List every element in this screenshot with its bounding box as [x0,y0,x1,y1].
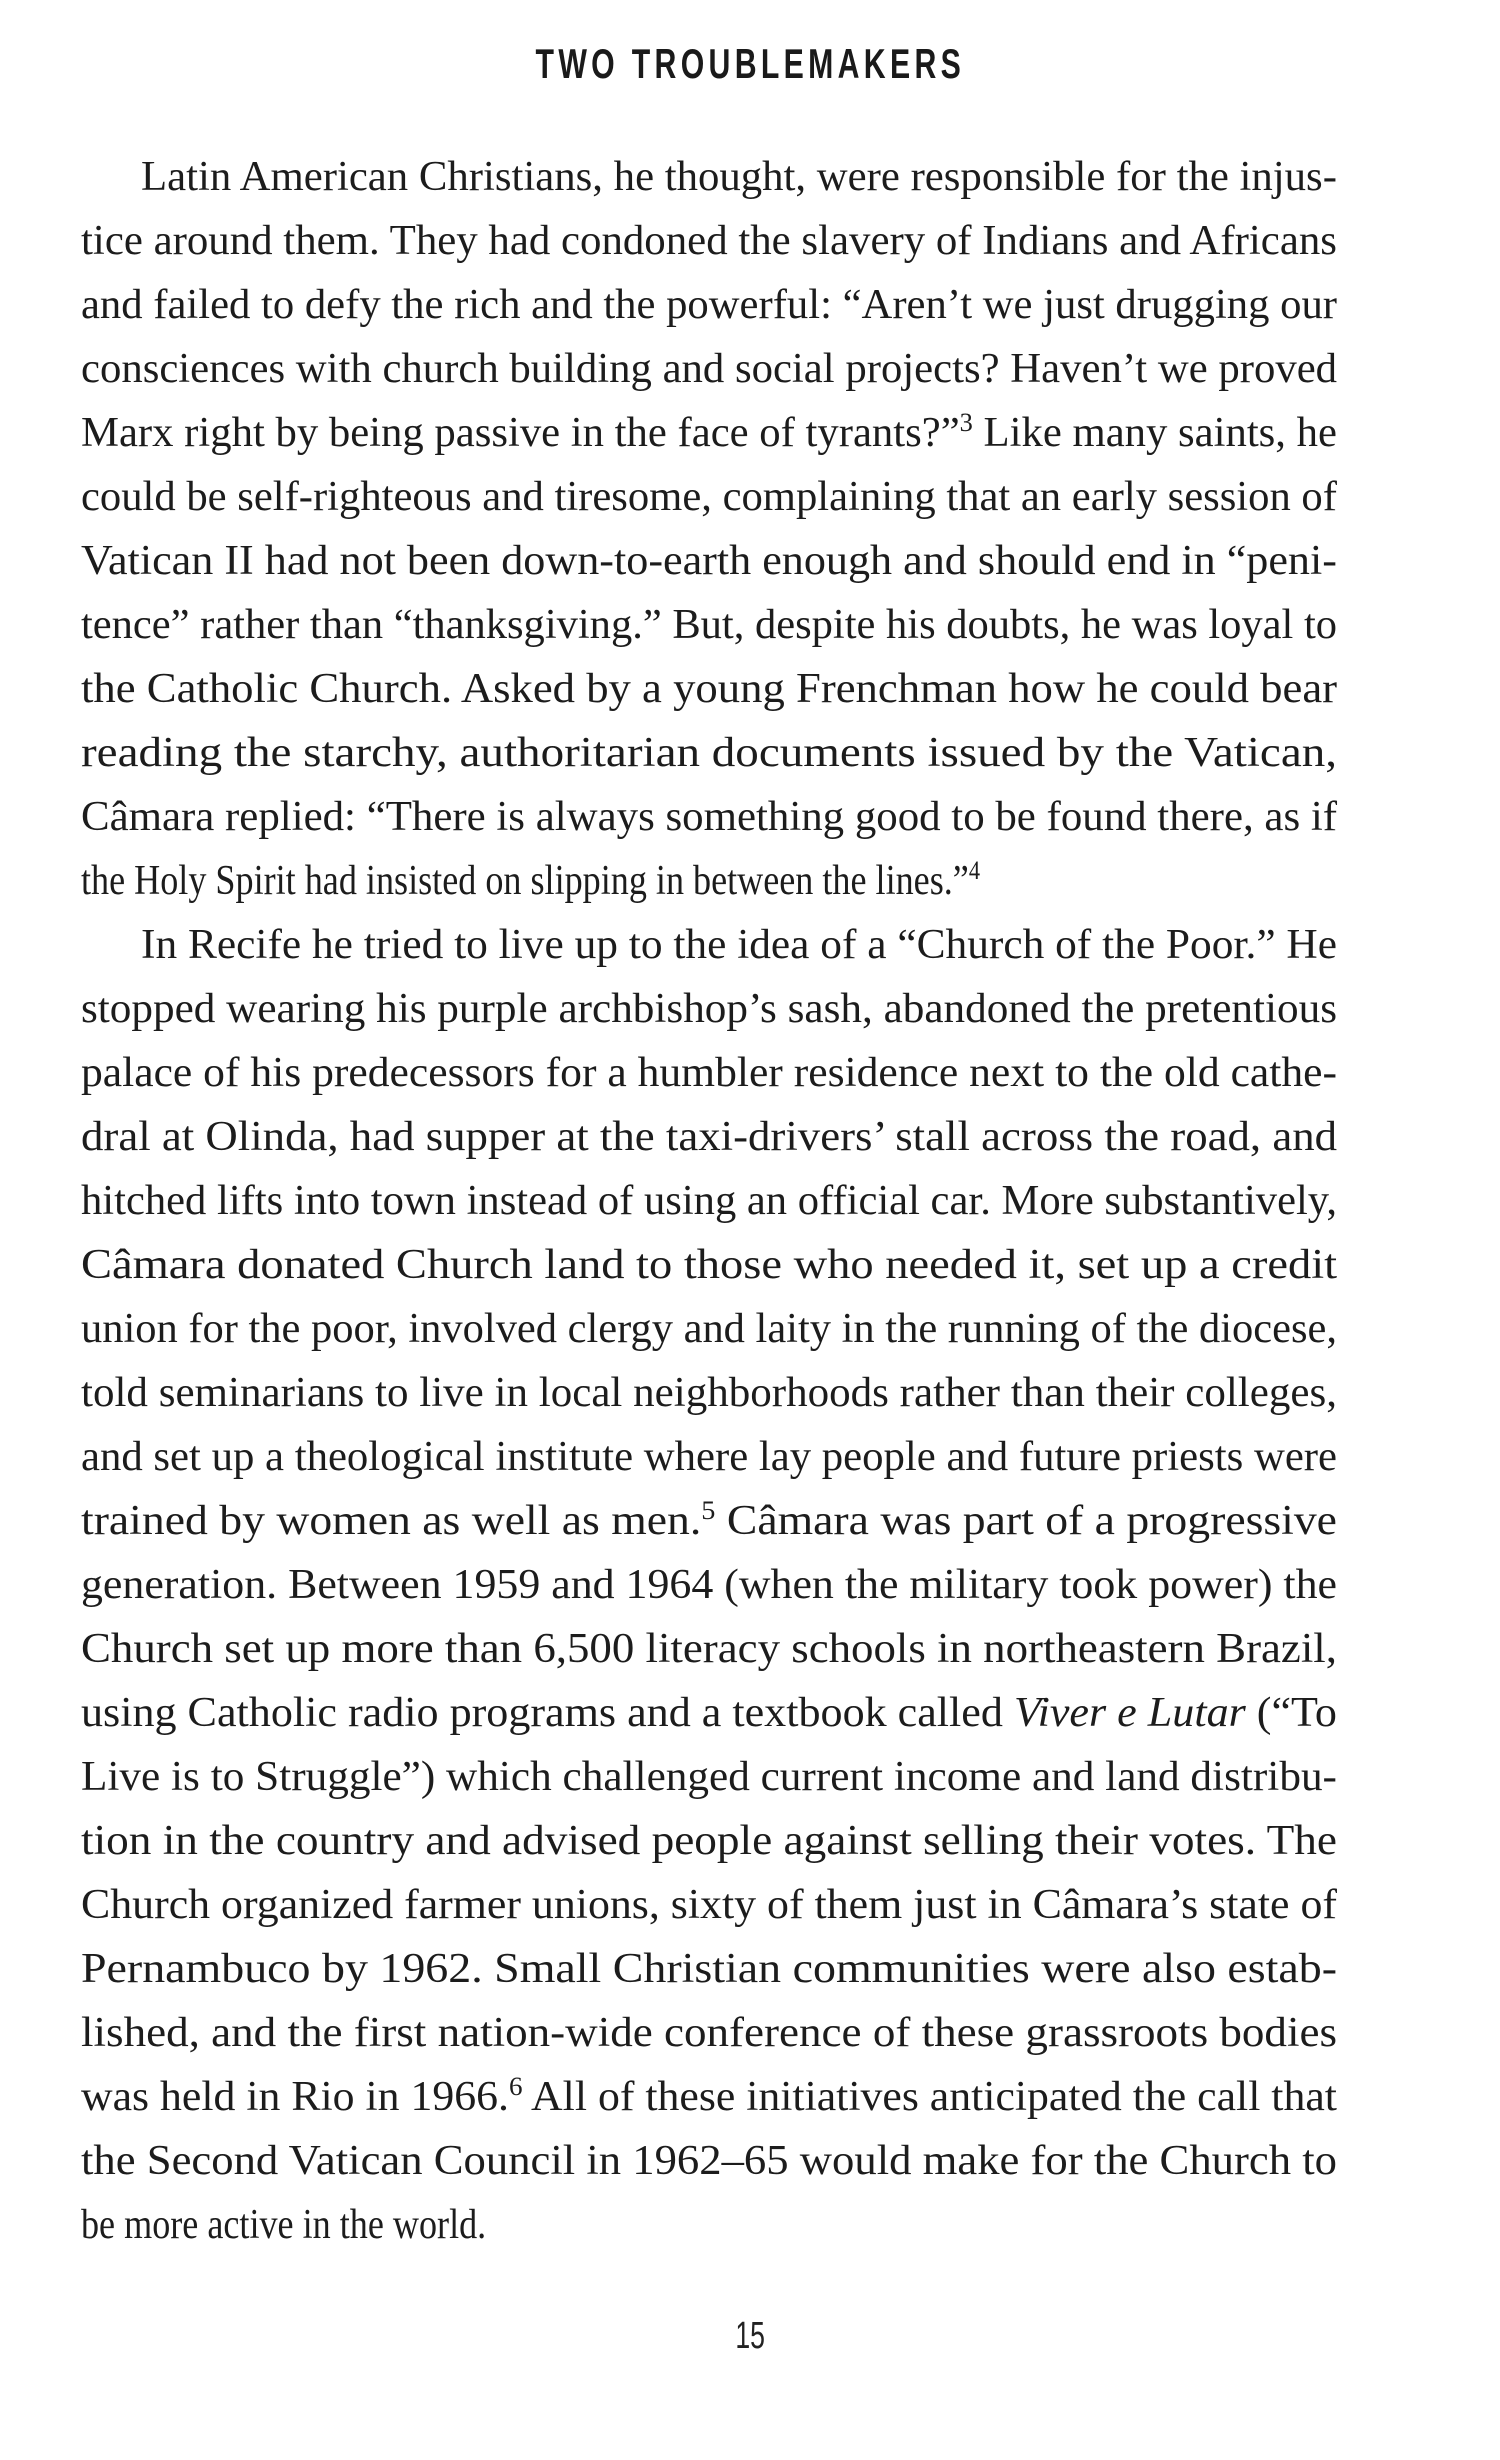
running-head-text: TWO TROUBLEMAKERS [535,40,965,87]
footnote-marker: 3 [959,408,973,437]
text-segment: Church set up more than 6,500 literacy schools in northeastern Brazil, [81,1626,1338,1672]
text-segment: Câmara was part of a progressive [715,1498,1337,1544]
text-line-content [81,657,1337,721]
text-line-content [81,337,1337,401]
footnote-marker: 4 [968,856,981,885]
text-line [81,1553,1337,1617]
text-line-content [81,1425,1337,1489]
text-line-content [81,1489,1337,1553]
text-segment: the Holy Spirit had insisted on slipping in between the lines.” [81,858,969,904]
text-line [81,2001,1337,2065]
text-segment: tence” rather than “thanksgiving.” But, despite his doubts, he was loyal to [81,602,1338,648]
text-line-content [81,1297,1337,1361]
text-line [81,1105,1337,1169]
text-segment: palace of his predecessors for a humbler residence next to the old cathe- [81,1050,1338,1096]
text-line-content [81,1233,1337,1297]
text-segment: the Second Vatican Council in 1962–65 would make for the Church to [81,2138,1337,2184]
text-line-content [81,977,1337,1041]
text-line-content [81,1105,1337,1169]
text-line-content [81,401,1337,465]
text-line-content [81,2129,1337,2193]
text-line [81,1937,1337,2001]
text-segment: consciences with church building and social projects? Haven’t we proved [81,346,1338,392]
text-line [81,1745,1337,1809]
text-line [81,337,1337,401]
text-line [81,2065,1337,2129]
text-line-content [81,1681,1337,1745]
text-line [81,721,1337,785]
text-line [81,1489,1337,1553]
text-line-content [81,785,1337,849]
text-line-content [81,721,1337,785]
text-segment: hitched lifts into town instead of using an official car. More substantively, [81,1178,1337,1224]
text-segment: Vatican II had not been down-to-earth enough and should end in “peni- [81,538,1337,584]
text-segment: could be self-righteous and tiresome, complaining that an early session of [81,474,1337,520]
text-segment: using Catholic radio programs and a textbook called [81,1690,1014,1736]
text-segment: Câmara replied: “There is always something good to be found there, as if [81,794,1338,840]
text-line [81,1361,1337,1425]
text-line [81,849,1337,913]
text-segment: lished, and the first nation-wide conference of these grassroots bodies [81,2010,1337,2056]
text-line-content [81,593,1337,657]
text-line [81,209,1337,273]
text-line-content [81,1361,1337,1425]
text-line [81,913,1337,977]
page-number-text: 15 [735,2315,765,2357]
text-line-content [81,1617,1337,1681]
text-segment: All of these initiatives anticipated the call that [522,2074,1337,2120]
text-line-content [81,1041,1337,1105]
text-line [81,1233,1337,1297]
text-line [81,273,1337,337]
text-segment: Latin American Christians, he thought, were responsible for the injus- [141,154,1337,200]
text-line-content [81,1873,1337,1937]
text-line-content [81,1745,1337,1809]
text-line [81,1873,1337,1937]
text-line [81,593,1337,657]
text-segment: union for the poor, involved clergy and laity in the running of the diocese, [81,1306,1337,1352]
text-line [81,2193,1337,2257]
text-line [81,1425,1337,1489]
text-line [81,657,1337,721]
text-segment: generation. Between 1959 and 1964 (when the military took power) the [81,1562,1338,1608]
text-line [81,529,1337,593]
text-line [81,1041,1337,1105]
text-line [81,1809,1337,1873]
text-line [81,1617,1337,1681]
text-line-content [81,2001,1337,2065]
page-number [0,2315,1500,2358]
text-line-content [81,209,1337,273]
text-segment: and set up a theological institute where lay people and future priests were [81,1434,1338,1480]
text-segment: Live is to Struggle”) which challenged current income and land distribu- [81,1754,1337,1800]
text-segment: Pernambuco by 1962. Small Christian communities were also estab- [81,1946,1338,1992]
text-line-content [81,465,1337,529]
text-segment: dral at Olinda, had supper at the taxi-drivers’ stall across the road, and [81,1114,1338,1160]
text-line [81,785,1337,849]
text-line [81,1681,1337,1745]
text-line [81,2129,1337,2193]
text-line [81,401,1337,465]
text-segment: was held in Rio in 1966. [81,2074,509,2120]
text-line-content [81,849,980,913]
text-segment: Câmara donated Church land to those who needed it, set up a credit [81,1242,1338,1288]
running-head [0,40,1500,88]
text-segment: trained by women as well as men. [81,1498,702,1544]
text-line [81,977,1337,1041]
text-line-content [81,529,1337,593]
text-line-content [81,1809,1337,1873]
text-line-content [81,1937,1337,2001]
footnote-marker: 6 [508,2072,523,2101]
text-segment: Church organized farmer unions, sixty of them just in Câmara’s state of [81,1882,1338,1928]
text-segment: tice around them. They had condoned the slavery of Indians and Africans [81,218,1337,264]
text-line-content [81,1169,1337,1233]
text-segment: (“To [1245,1690,1337,1736]
text-segment: and failed to defy the rich and the powerful: “Aren’t we just drugging our [81,282,1337,328]
italic-title: Viver e Lutar [1013,1690,1246,1736]
text-line [81,1169,1337,1233]
text-line [81,1297,1337,1361]
text-segment: Like many saints, he [972,410,1337,456]
footnote-marker: 5 [701,1496,716,1525]
text-line-content [141,913,1337,977]
body-text [81,145,1337,2257]
text-line-content [81,2193,486,2257]
text-line-content [141,145,1337,209]
text-segment: reading the starchy, authoritarian documents issued by the Vatican, [81,730,1338,776]
text-line-content [81,273,1337,337]
text-line [81,145,1337,209]
text-segment: tion in the country and advised people against selling their votes. The [81,1818,1337,1864]
text-segment: In Recife he tried to live up to the idea of a “Church of the Poor.” He [141,922,1337,968]
text-line-content [81,1553,1337,1617]
text-line-content [81,2065,1337,2129]
text-segment: Marx right by being passive in the face of tyrants?” [81,410,960,456]
text-segment: told seminarians to live in local neighborhoods rather than their colleges, [81,1370,1337,1416]
text-line [81,465,1337,529]
text-segment: stopped wearing his purple archbishop’s sash, abandoned the pretentious [81,986,1338,1032]
text-segment: be more active in the world. [81,2202,487,2248]
text-segment: the Catholic Church. Asked by a young Frenchman how he could bear [81,666,1338,712]
